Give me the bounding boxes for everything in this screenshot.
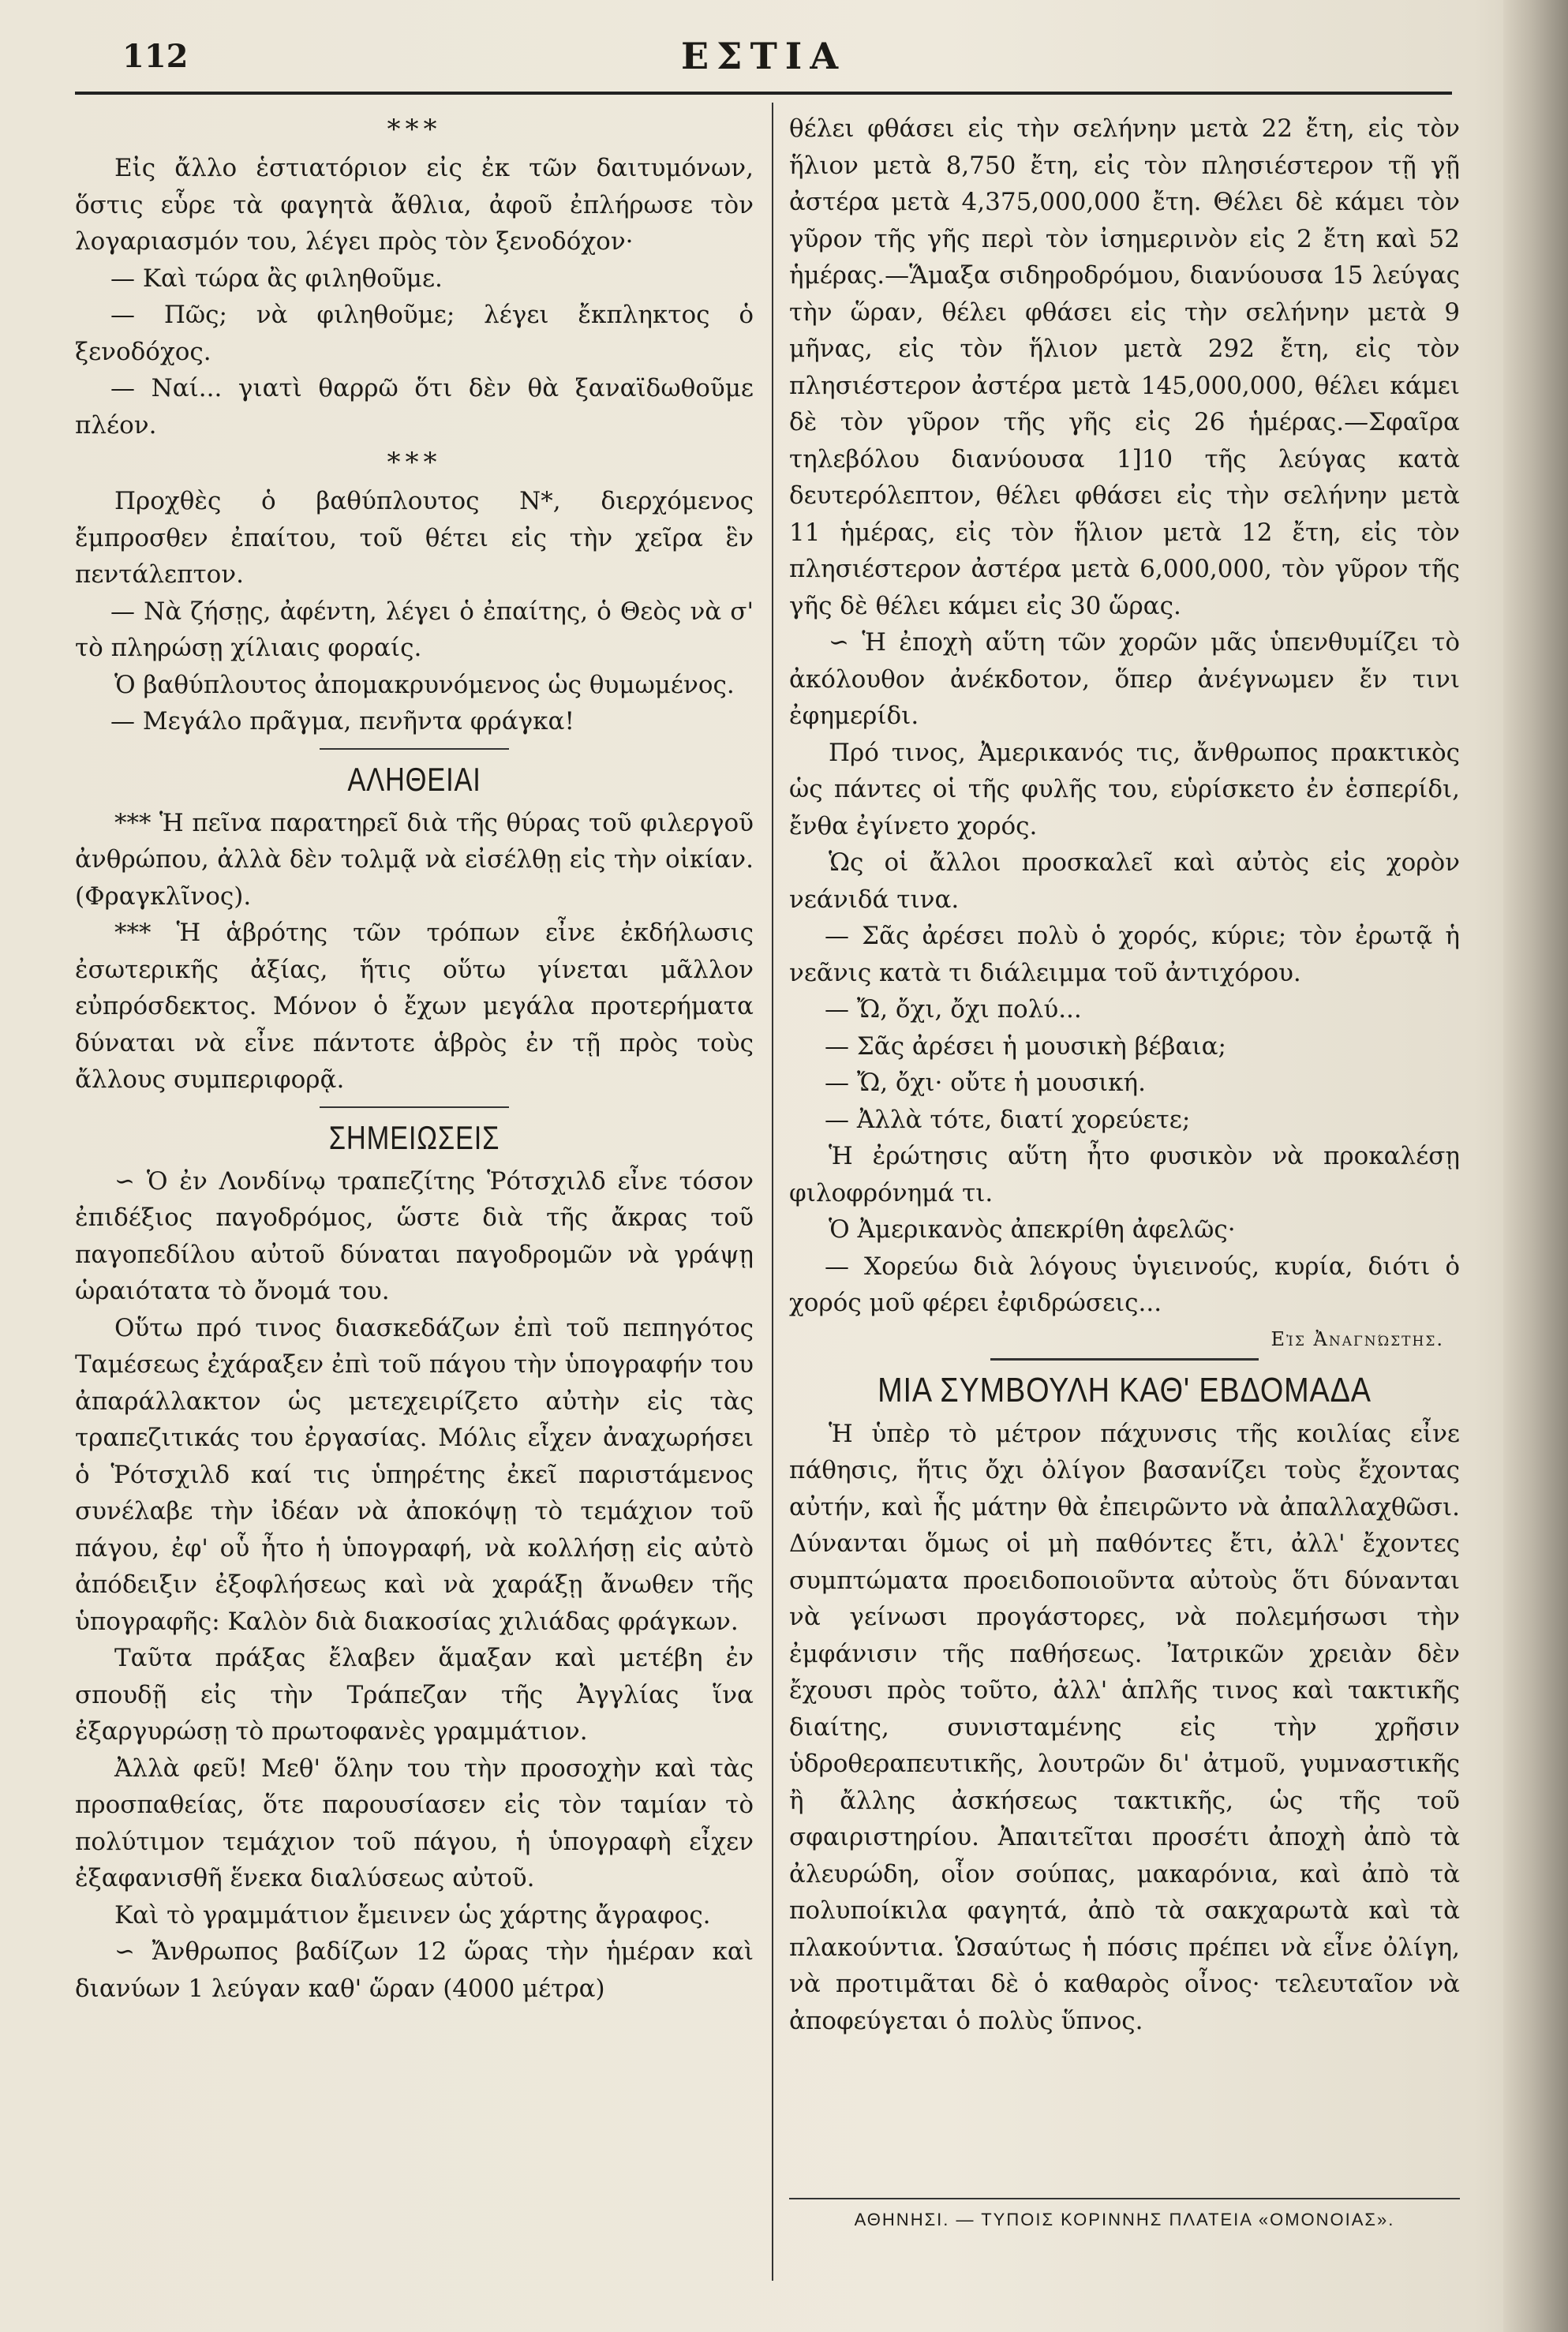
paragraph: Προχθὲς ὁ βαθύπλουτος Ν*, διερχόμενος ἔμπροσθεν ἐπαίτου, τοῦ θέτει εἰς τὴν χεῖρα ἓν πεντάλεπτον. (75, 487, 754, 589)
paragraph: ∽ Ἡ ἐποχὴ αὕτη τῶν χορῶν μᾶς ὑπενθυμίζει τὸ ἀκόλουθον ἀνέκδοτον, ὅπερ ἀνέγνωμεν ἔν τινι ἐφημερίδι. (789, 628, 1460, 730)
paragraph: Ὡς οἱ ἄλλοι προσκαλεῖ καὶ αὐτὸς εἰς χορὸν νεάνιδά τινα. (789, 848, 1460, 914)
dialog-line: — Σᾶς ἀρέσει ἡ μουσικὴ βέβαια; (825, 1031, 1226, 1061)
section-title-weekly-advice: ΜΙΑ ΣΥΜΒΟΥΛΗ ΚΑΘ' ΕΒΔΟΜΑΔΑ (878, 1370, 1372, 1409)
section-rule (320, 1106, 509, 1108)
paragraph: Εἰς ἄλλο ἑστιατόριον εἰς ἐκ τῶν δαιτυμόνων, ὅστις εὗρε τὰ φαγητὰ ἄθλια, ἀφοῦ ἐπλήρωσε τὸν λογαριασμόν του, λέγει πρὸς τὸν ξενοδόχον· (75, 154, 754, 256)
section-title-notes: ΣΗΜΕΙΩΣΕΙΣ (328, 1118, 500, 1156)
paragraph: *** Ἡ ἁβρότης τῶν τρόπων εἶνε ἐκδήλωσις ἐσωτερικῆς ἀξίας, ἥτις οὕτω γίνεται μᾶλλον εὐπρόσδεκτος. Μόνον ὁ ἔχων μεγάλα προτερήματα δύναται νὰ εἶνε πάντοτε ἁβρὸς ἐν τῇ πρὸς τοὺς ἄλλους συμπεριφορᾷ. (75, 919, 754, 1094)
section-title-truths: ΑΛΗΘΕΙΑΙ (347, 760, 481, 798)
column-divider (772, 103, 773, 2281)
paragraph: Ἀλλὰ φεῦ! Μεθ' ὅλην του τὴν προσοχὴν καὶ τὰς προσπαθείας, ὅτε παρουσίασεν εἰς τὸν ταμίαν τὸ πολύτιμον τεμάχιον τοῦ πάγου, ἡ ὑπογραφὴ εἶχεν ἐξαφανισθῆ ἕνεκα διαλύσεως αὐτοῦ. (75, 1754, 754, 1892)
section-rule (990, 1358, 1259, 1361)
dialog-line: — Ὤ, ὄχι· οὔτε ἡ μουσική. (825, 1069, 1146, 1097)
page-edge-shadow (1503, 0, 1568, 2332)
paragraph: Οὕτω πρό τινος διασκεδάζων ἐπὶ τοῦ πεπηγότος Ταμέσεως ἐχάραξεν ἐπὶ τοῦ πάγου τὴν ὑπογραφήν του ἀπαράλλακτον ὡς μετεχειρίζετο αὐτὴν εἰς τὰς τραπεζιτικάς του ἐργασίας. Μόλις εἶχεν ἀναχωρήσει ὁ Ῥότσχιλδ καί τις ὑπηρέτης ἐκεῖ παριστάμενος συνέλαβε τὴν ἰδέαν νὰ ἀποκόψῃ τὸ τεμάχιον τοῦ πάγου, ἐφ' οὗ ἦτο ἡ ὑπογραφή, νὰ κολλήσῃ εἰς αὐτὸ ἀπόδειξιν ἐξοφλήσεως καὶ νὰ χαράξῃ ἄνωθεν τῆς ὑπογραφῆς: Καλὸν διὰ διακοσίας χιλιάδας φράγκων. (75, 1313, 754, 1636)
dialog-line: — Σᾶς ἀρέσει πολὺ ὁ χορός, κύριε; τὸν ἐρωτᾷ ἡ νεᾶνις κατὰ τι διάλειμμα τοῦ ἀντιχόρου. (789, 922, 1460, 987)
paragraph: θέλει φθάσει εἰς τὴν σελήνην μετὰ 22 ἔτη, εἰς τὸν ἥλιον μετὰ 8,750 ἔτη, εἰς τὸν πλησιέστερον τῇ γῇ ἀστέρα μετὰ 4,375,000,000 ἔτη. Θέλει δὲ κάμει τὸν γῦρον τῆς γῆς περὶ τὸν ἰσημερινὸν εἰς 2 ἔτη καὶ 52 ἡμέρας.—Ἅμαξα σιδηροδρόμου, διανύουσα 15 λεύγας τὴν ὥραν, θέλει φθάσει εἰς τὴν σελήνην μετὰ 9 μῆνας, εἰς τὸν ἥλιον μετὰ 292 ἔτη, εἰς τὸν πλησιέστερον ἀστέρα μετὰ 145,000,000, θέλει κάμει δὲ τὸν γῦρον τῆς γῆς εἰς 26 ἡμέρας.—Σφαῖρα τηλεβόλου διανύουσα 1]10 τῆς λεύγας κατὰ δευτερόλεπτον, θέλει φθάσει εἰς τὴν σελήνην μετὰ 11 ἡμέρας, εἰς τὸν ἥλιον μετὰ 12 ἔτη, εἰς τὸν πλησιέστερον ἀστέρα μετὰ 6,000,000, τὸν γῦρον τῆς γῆς δὲ θέλει κάμει εἰς 30 ὥρας. (789, 114, 1460, 620)
section-rule (320, 748, 509, 750)
dialog-line: — Νὰ ζήσῃς, ἀφέντη, λέγει ὁ ἐπαίτης, ὁ Θεὸς νὰ σ' τὸ πληρώσῃ χίλιαις φοραίς. (75, 597, 754, 662)
footer-rule (789, 2198, 1460, 2199)
left-column (75, 110, 754, 2007)
paragraph: Καὶ τὸ γραμμάτιον ἔμεινεν ὡς χάρτης ἄγραφος. (114, 1900, 711, 1930)
page-number: 112 (122, 38, 189, 75)
paragraph: Ἡ ὑπὲρ τὸ μέτρον πάχυνσις τῆς κοιλίας εἶνε πάθησις, ἥτις ὄχι ὀλίγον βασανίζει τοὺς ἔχοντας αὐτήν, καὶ ἧς μάτην θὰ ἐπειρῶντο νὰ ἀπαλλαχθῶσι. Δύνανται ὅμως οἱ μὴ παθόντες ἔτι, ἀλλ' ἔχοντες συμπτώματα προειδοποιοῦντα αὐτοὺς ὅτι δύνανται νὰ γείνωσι προγάστορες, νὰ πολεμήσωσι τὴν ἐμφάνισιν τῆς παθήσεως. Ἰατρικῶν χρειὰν δὲν ἔχουσι πρὸς τοῦτο, ἀλλ' ἁπλῆς τινος καὶ τακτικῆς διαίτης, συνισταμένης εἰς τὴν χρῆσιν ὑδροθεραπευτικῆς, λουτρῶν δι' ἀτμοῦ, γυμναστικῆς ἢ ἄλλης ἀσκήσεως τακτικῆς, ὡς τῆς τοῦ σφαιριστηρίου. Ἀπαιτεῖται προσέτι ἀποχὴ ἀπὸ τὰ ἀλευρώδη, οἷον σούπας, μακαρόνια, καὶ ἀπὸ τὰ πολυποίκιλα φαγητά, ἀπὸ τὰ σακχαρωτὰ καὶ τὰ πλακούντια. Ὡσαύτως ἡ πόσις πρέπει νὰ εἶνε ὀλίγη, νὰ προτιμᾶται δὲ ὁ καθαρὸς οἶνος· τελευταῖον νὰ ἀποφεύγεται ὁ πολὺς ὕπνος. (789, 1419, 1460, 2035)
dialog-line: — Ὤ, ὄχι, ὄχι πολύ... (825, 995, 1082, 1024)
paragraph: ∽ Ἄνθρωπος βαδίζων 12 ὥρας τὴν ἡμέραν καὶ διανύων 1 λεύγαν καθ' ὥραν (4000 μέτρα) (75, 1937, 754, 2003)
dialog-line: — Χορεύω διὰ λόγους ὑγιεινούς, κυρία, διότι ὁ χορός μοῦ φέρει ἐφιδρώσεις... (789, 1252, 1460, 1317)
paragraph: Ταῦτα πράξας ἔλαβεν ἅμαξαν καὶ μετέβη ἐν σπουδῇ εἰς τὴν Τράπεζαν τῆς Ἀγγλίας ἵνα ἐξαργυρώσῃ τὸ πρωτοφανὲς γραμμάτιον. (75, 1644, 754, 1746)
running-title: ΕΣΤΙΑ (680, 35, 847, 77)
dialog-line: — Καὶ τώρα ἂς φιληθοῦμε. (110, 264, 443, 293)
header-rule (75, 92, 1452, 95)
paragraph: Ὁ Ἀμερικανὸς ἀπεκρίθη ἀφελῶς· (829, 1215, 1236, 1244)
dialog-line: — Ἀλλὰ τότε, διατί χορεύετε; (825, 1105, 1191, 1134)
dialog-line: — Μεγάλο πρᾶγμα, πενῆντα φράγκα! (110, 707, 574, 736)
asterism: *** (387, 447, 442, 478)
page-header (75, 32, 1452, 79)
author-signature: Εἰς Ἀναγνώστης. (1270, 1327, 1444, 1350)
asterism: *** (387, 114, 442, 145)
dialog-line: — Ναί... γιατὶ θαρρῶ ὅτι δὲν θὰ ξαναϊδωθοῦμε πλέον. (75, 374, 754, 440)
paragraph: Πρό τινος, Ἀμερικανός τις, ἄνθρωπος πρακτικὸς ὡς πάντες οἱ τῆς φυλῆς του, εὑρίσκετο ἐν ἑσπερίδι, ἔνθα ἐγίνετο χορός. (789, 738, 1460, 840)
right-column (789, 110, 1460, 2039)
paragraph: *** Ἡ πεῖνα παρατηρεῖ διὰ τῆς θύρας τοῦ φιλεργοῦ ἀνθρώπου, ἀλλὰ δὲν τολμᾷ νὰ εἰσέλθῃ εἰς τὴν οἰκίαν. (Φραγκλῖνος). (75, 808, 754, 911)
paragraph: Ἡ ἐρώτησις αὕτη ἦτο φυσικὸν νὰ προκαλέσῃ φιλοφρόνημά τι. (789, 1142, 1460, 1207)
paragraph: Ὁ βαθύπλουτος ἀπομακρυνόμενος ὡς θυμωμένος. (114, 670, 735, 699)
printer-imprint: ΑΘΗΝΗΣΙ. — ΤΥΠΟΙΣ ΚΟΡΙΝΝΗΣ ΠΛΑΤΕΙΑ «ΟΜΟΝΟΙΑΣ». (854, 2210, 1395, 2229)
paragraph: ∽ Ὁ ἐν Λονδίνῳ τραπεζίτης Ῥότσχιλδ εἶνε τόσον ἐπιδέξιος παγοδρόμος, ὥστε διὰ τῆς ἄκρας τοῦ παγοπεδίλου αὐτοῦ δύναται παγοδρομῶν νὰ γράψῃ ὡραιότατα τὸ ὄνομά του. (75, 1166, 754, 1305)
dialog-line: — Πῶς; νὰ φιληθοῦμε; λέγει ἔκπληκτος ὁ ξενοδόχος. (75, 301, 754, 366)
